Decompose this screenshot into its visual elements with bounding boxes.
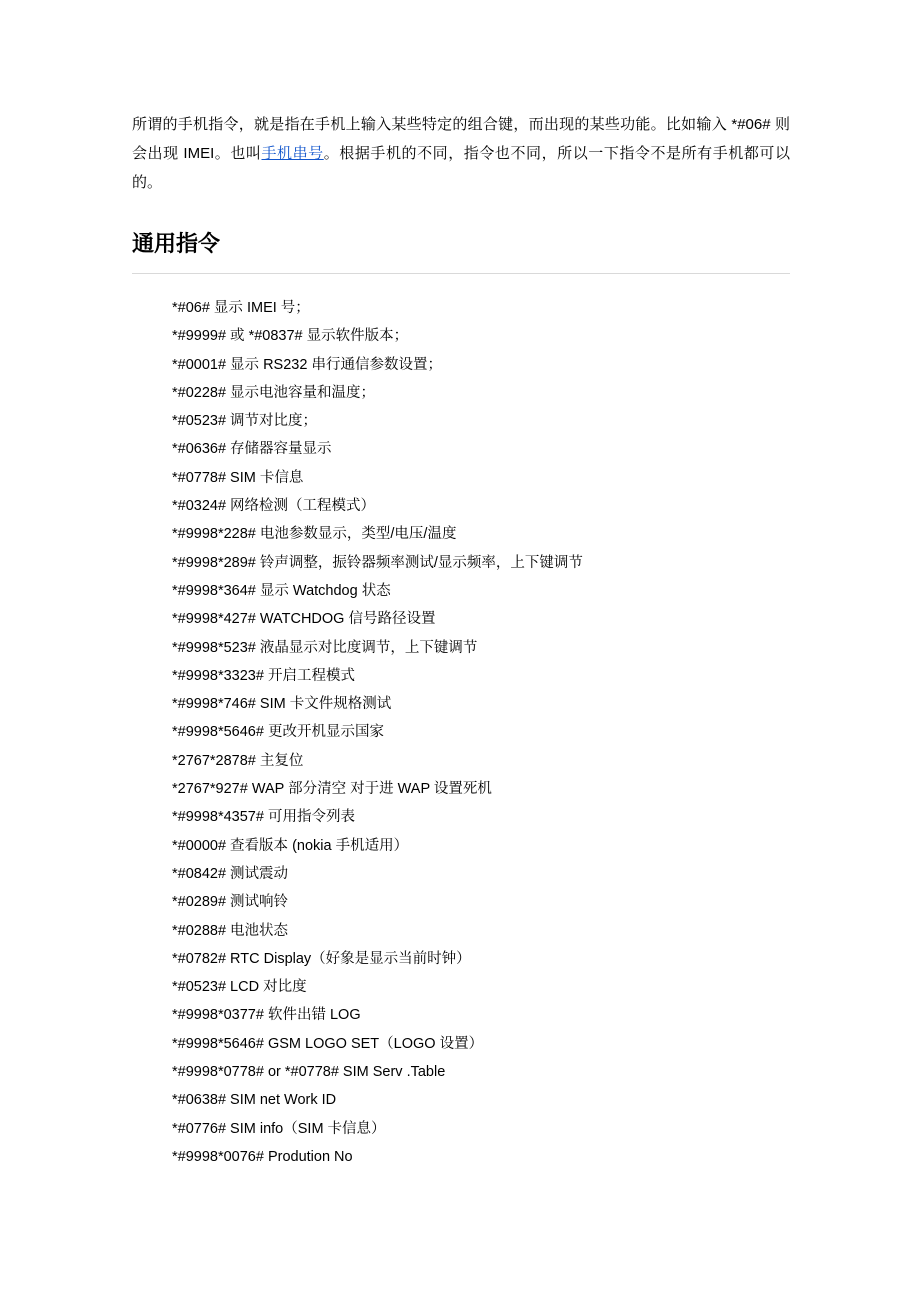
list-item: *#0000# 查看版本 (nokia 手机适用） xyxy=(172,837,409,854)
list-item: *#9998*228# 电池参数显示，类型/电压/温度 xyxy=(172,526,457,543)
intro-text-part2: 。根据手机的不同，指令也不同，所以一下指令不是所有手机都可以的。 xyxy=(132,145,790,191)
list-item: *#9998*746# SIM 卡文件规格测试 xyxy=(172,696,392,713)
list-item: *#9998*364# 显示 Watchdog 状态 xyxy=(172,582,391,599)
list-item: *#0638# SIM net Work ID xyxy=(172,1092,337,1109)
list-item: *#0636# 存储器容量显示 xyxy=(172,441,332,458)
list-item: *#9998*289# 铃声调整，振铃器频率测试/显示频率，上下键调节 xyxy=(172,554,583,571)
section-title: 通用指令 xyxy=(132,231,221,256)
list-item: *#0523# 调节对比度； xyxy=(172,413,318,430)
command-list xyxy=(132,294,790,1171)
list-item: *#0776# SIM info（SIM 卡信息） xyxy=(172,1120,386,1137)
intro-text-part1: 所谓的手机指令，就是指在手机上输入某些特定的组合键，而出现的某些功能。比如输入 *#06# 则会出现 IMEI。也叫 xyxy=(132,116,790,162)
list-item: *#9998*5646# 更改开机显示国家 xyxy=(172,724,384,741)
intro-paragraph xyxy=(132,110,790,197)
phone-serial-link[interactable]: 手机串号 xyxy=(261,145,324,162)
list-item: *#9998*5646# GSM LOGO SET（LOGO 设置） xyxy=(172,1035,484,1052)
list-item: *#9998*4357# 可用指令列表 xyxy=(172,809,355,826)
section-divider xyxy=(132,273,790,274)
list-item: *2767*927# WAP 部分清空 对于进 WAP 设置死机 xyxy=(172,781,492,798)
list-item: *#0001# 显示 RS232 串行通信参数设置； xyxy=(172,356,442,373)
list-item: *2767*2878# 主复位 xyxy=(172,752,304,769)
list-item: *#0842# 测试震动 xyxy=(172,865,289,882)
list-item: *#9998*427# WATCHDOG 信号路径设置 xyxy=(172,611,436,628)
list-item: *#9999# 或 *#0837# 显示软件版本； xyxy=(172,328,409,345)
list-item: *#9998*3323# 开启工程模式 xyxy=(172,667,355,684)
list-item: *#0778# SIM 卡信息 xyxy=(172,469,304,486)
list-item: *#0289# 测试响铃 xyxy=(172,894,289,911)
list-item: *#06# 显示 IMEI 号； xyxy=(172,300,310,316)
list-item: *#0288# 电池状态 xyxy=(172,922,289,939)
list-item: *#9998*0778# or *#0778# SIM Serv .Table xyxy=(172,1064,446,1081)
list-item: *#9998*0377# 软件出错 LOG xyxy=(172,1007,361,1024)
list-item: *#9998*523# 液晶显示对比度调节，上下键调节 xyxy=(172,639,478,656)
list-item: *#0782# RTC Display（好象是显示当前时钟） xyxy=(172,950,471,967)
list-item: *#9998*0076# Prodution No xyxy=(172,1148,353,1165)
list-item: *#0523# LCD 对比度 xyxy=(172,979,307,996)
list-item: *#0324# 网络检测（工程模式） xyxy=(172,498,376,515)
list-item: *#0228# 显示电池容量和温度； xyxy=(172,384,376,401)
